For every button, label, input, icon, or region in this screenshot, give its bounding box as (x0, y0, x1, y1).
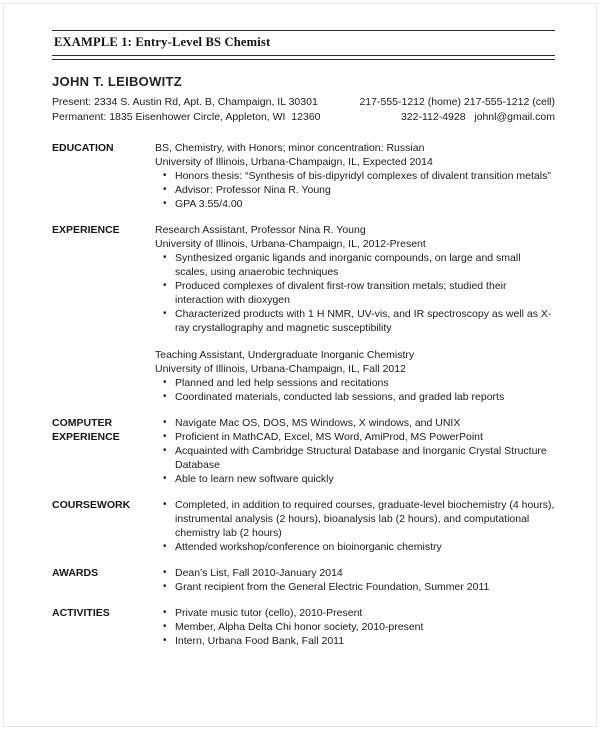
bullet-item (155, 444, 555, 472)
bullet-item (155, 183, 555, 197)
bullet-icon: • (163, 252, 167, 263)
section-content (155, 416, 555, 486)
section-content (155, 223, 555, 404)
contact-row-present (52, 95, 555, 110)
bullet-icon: • (163, 607, 167, 618)
bullet-item (155, 634, 555, 648)
bullet-text: Dean's List, Fall 2010-January 2014 (175, 567, 343, 579)
text-line: University of Illinois, Urbana-Champaign, IL, Expected 2014 (155, 156, 433, 168)
bullet-item (155, 169, 555, 183)
bullet-text: Intern, Urbana Food Bank, Fall 2011 (175, 635, 345, 647)
bullet-icon: • (163, 499, 167, 510)
section-label: EDUCATION (52, 142, 114, 154)
bullet-text: Produced complexes of divalent first-row transition metals; studied their interaction with dioxygen (175, 280, 507, 306)
section-content (155, 566, 555, 594)
example-banner (52, 30, 555, 60)
bullet-text: Advisor: Professor Nina R. Young (175, 184, 331, 196)
content-block (155, 348, 555, 404)
bullet-text: Characterized products with 1 H NMR, UV-vis, and IR spectroscopy as well as X-ray crystallography and magnetic susceptibility (175, 308, 552, 334)
bullet-icon: • (163, 635, 167, 646)
bullet-item (155, 620, 555, 634)
section-activities (52, 606, 555, 648)
bullet-item (155, 376, 555, 390)
bullet-item (155, 416, 555, 430)
bullet-item (155, 606, 555, 620)
bullet-text: Acquainted with Cambridge Structural Database and Inorganic Crystal Structure Database (175, 445, 547, 471)
section-coursework (52, 498, 555, 554)
bullet-item (155, 540, 555, 554)
bullet-icon: • (163, 184, 167, 195)
content-block (155, 416, 555, 486)
section-label: COURSEWORK (52, 499, 131, 511)
section-content (155, 606, 555, 648)
bullet-text: Member, Alpha Delta Chi honor society, 2010-present (175, 621, 424, 633)
permanent-address: Permanent: 1835 Eisenhower Circle, Appleton, WI 12360 (52, 111, 321, 123)
bullet-text: Able to learn new software quickly (175, 473, 334, 485)
section-education (52, 141, 555, 211)
section-label: AWARDS (52, 567, 99, 579)
bullet-item (155, 430, 555, 444)
bullet-icon: • (163, 198, 167, 209)
bullet-icon: • (163, 621, 167, 632)
bullet-text: Completed, in addition to required courses, graduate-level biochemistry (4 hours), instrumental analysis (2 hours), bioanalysis lab (2 hours), and computational chemistry lab (2 hours) (175, 499, 555, 539)
bullet-item (155, 472, 555, 486)
bullet-text: Honors thesis: “Synthesis of bis-dipyridyl complexes of divalent transition metals” (175, 170, 551, 182)
text-line: Research Assistant, Professor Nina R. Young (155, 224, 366, 236)
present-address: Present: 2334 S. Austin Rd, Apt. B, Champaign, IL 30301 (52, 96, 318, 108)
phone-numbers: 217-555-1212 (home) 217-555-1212 (cell) (359, 96, 555, 108)
bullet-item (155, 279, 555, 307)
bullet-item (155, 197, 555, 211)
section-content (155, 141, 555, 211)
content-block (155, 606, 555, 648)
banner-bottom-rule (52, 55, 555, 60)
sections (52, 141, 555, 648)
bullet-icon: • (163, 431, 167, 442)
bullet-item (155, 566, 555, 580)
section-label: EXPERIENCE (52, 224, 120, 236)
section-content (155, 498, 555, 554)
content-block (155, 223, 555, 335)
text-line: University of Illinois, Urbana-Champaign, IL, 2012-Present (155, 238, 426, 250)
phone-and-email: 322-112-4928 johnl@gmail.com (400, 111, 555, 123)
bullet-icon: • (163, 445, 167, 456)
bullet-icon: • (163, 170, 167, 181)
bullet-icon: • (163, 280, 167, 291)
bullet-icon: • (163, 308, 167, 319)
bullet-text: GPA 3.55/4.00 (175, 198, 243, 210)
bullet-text: Grant recipient from the General Electric Foundation, Summer 2011 (175, 581, 490, 593)
section-computer-experience (52, 416, 555, 486)
section-awards (52, 566, 555, 594)
bullet-text: Proficient in MathCAD, Excel, MS Word, AmiProd, MS PowerPoint (175, 431, 483, 443)
bullet-icon: • (163, 391, 167, 402)
bullet-icon: • (163, 541, 167, 552)
content-block (155, 498, 555, 554)
bullet-icon: • (163, 581, 167, 592)
bullet-text: Coordinated materials, conducted lab sessions, and graded lab reports (175, 391, 505, 403)
bullet-text: Private music tutor (cello), 2010-Present (175, 607, 363, 619)
section-experience (52, 223, 555, 404)
bullet-text: Attended workshop/conference on bioinorganic chemistry (175, 541, 442, 553)
example-title: EXAMPLE 1: Entry-Level BS Chemist (54, 35, 271, 49)
bullet-text: Navigate Mac OS, DOS, MS Windows, X windows, and UNIX (175, 417, 461, 429)
contact-row-permanent (52, 110, 555, 125)
bullet-item (155, 498, 555, 540)
bullet-text: Planned and led help sessions and recitations (175, 377, 389, 389)
bullet-icon: • (163, 417, 167, 428)
bullet-item (155, 307, 555, 335)
bullet-icon: • (163, 473, 167, 484)
section-label: ACTIVITIES (52, 607, 110, 619)
bullet-text: Synthesized organic ligands and inorganic compounds, on large and small scales, using anaerobic techniques (175, 252, 521, 278)
bullet-item (155, 390, 555, 404)
text-line: Teaching Assistant, Undergraduate Inorganic Chemistry (155, 349, 415, 361)
content-block (155, 141, 555, 211)
bullet-icon: • (163, 567, 167, 578)
bullet-icon: • (163, 377, 167, 388)
bullet-item (155, 251, 555, 279)
resume-name: JOHN T. LEIBOWITZ (52, 74, 183, 89)
bullet-item (155, 580, 555, 594)
text-line: BS, Chemistry, with Honors; minor concentration: Russian (155, 142, 425, 154)
content-block (155, 566, 555, 594)
section-label: COMPUTER EXPERIENCE (52, 417, 120, 443)
text-line: University of Illinois, Urbana-Champaign, IL, Fall 2012 (155, 363, 406, 375)
